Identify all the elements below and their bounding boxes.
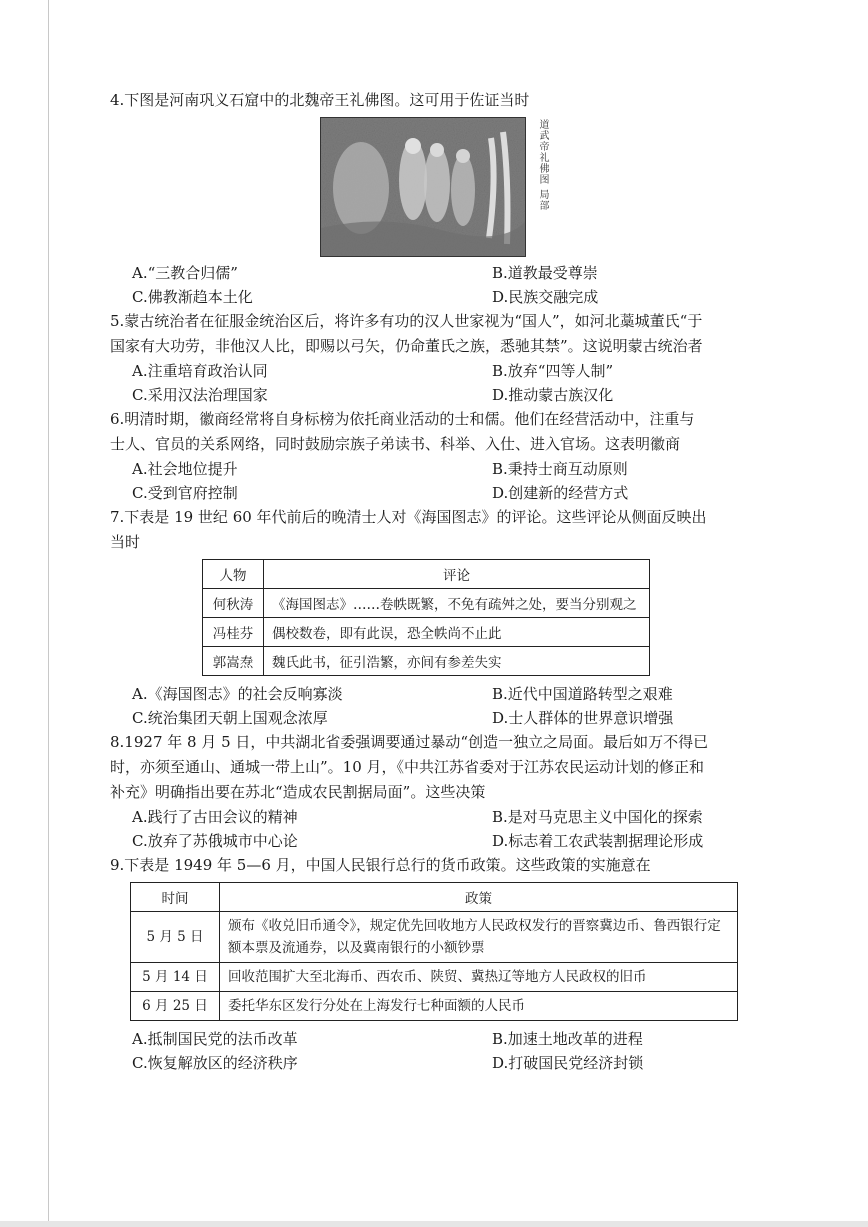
question-5 <box>110 309 770 407</box>
option-a[interactable]: A.注重培育政治认同 <box>132 362 268 380</box>
option-c[interactable]: C.恢复解放区的经济秩序 <box>132 1054 298 1072</box>
question-4-figure <box>320 117 550 255</box>
option-c[interactable]: C.佛教渐趋本土化 <box>132 288 253 306</box>
table-row <box>131 963 738 992</box>
question-6-options <box>110 457 770 505</box>
table-cell-time: 5 月 14 日 <box>131 963 220 992</box>
question-6 <box>110 407 770 505</box>
table-row <box>131 912 738 963</box>
page-bottom-edge <box>0 1221 868 1227</box>
question-8-line-2: 时，亦须至通山、通城一带上山”。10 月，《中共江苏省委对于江苏农民运动计划的修正和 <box>110 758 705 776</box>
question-8 <box>110 730 770 853</box>
question-4-options <box>110 261 770 309</box>
option-a[interactable]: A.《海国图志》的社会反响寡淡 <box>132 685 343 703</box>
table-cell-time: 5 月 5 日 <box>131 912 220 963</box>
option-d[interactable]: D.打破国民党经济封锁 <box>492 1054 644 1072</box>
table-header-time: 时间 <box>131 883 220 912</box>
table-header-comment: 评论 <box>264 560 650 589</box>
table-cell-comment: 偶校数卷，即有此误，恐全帙尚不止此 <box>264 618 650 647</box>
option-a[interactable]: A.践行了古田会议的精神 <box>132 808 298 826</box>
option-d[interactable]: D.士人群体的世界意识增强 <box>492 709 674 727</box>
exam-page <box>110 88 770 1075</box>
question-7-line-2: 当时 <box>110 533 141 551</box>
option-c[interactable]: C.采用汉法治理国家 <box>132 386 268 404</box>
table-header-row <box>131 883 738 912</box>
buddhist-relief-image <box>320 117 526 257</box>
question-7-options <box>110 682 770 730</box>
table-cell-person: 冯桂芬 <box>203 618 264 647</box>
question-6-line-1: 6.明清时期，徽商经常将自身标榜为依托商业活动的士和儒。他们在经营活动中，注重与 <box>110 410 695 428</box>
table-cell-policy: 颁布《收兑旧币通令》，规定优先回收地方人民政权发行的晋察冀边币、鲁西银行定额本票及流通券，以及冀南银行的小额钞票 <box>220 912 738 963</box>
question-7 <box>110 505 770 730</box>
table-header-policy: 政策 <box>220 883 738 912</box>
question-8-line-1: 8.1927 年 8 月 5 日，中共湖北省委强调要通过暴动“创造一独立之局面。最后如万不得已 <box>110 733 709 751</box>
table-header-person: 人物 <box>203 560 264 589</box>
option-c[interactable]: C.放弃了苏俄城市中心论 <box>132 832 298 850</box>
table-cell-time: 6 月 25 日 <box>131 992 220 1021</box>
figure-caption-vertical: 道武帝礼佛图 局部 <box>537 119 548 212</box>
table-header-row <box>203 560 650 589</box>
question-4 <box>110 88 770 309</box>
question-9-options <box>110 1027 770 1075</box>
option-c[interactable]: C.受到官府控制 <box>132 484 238 502</box>
option-b[interactable]: B.放弃“四等人制” <box>492 362 614 380</box>
question-9 <box>110 853 770 1075</box>
table-row <box>203 647 650 676</box>
table-row <box>131 992 738 1021</box>
question-5-line-1: 5.蒙古统治者在征服金统治区后，将许多有功的汉人世家视为“国人”，如河北藁城董氏“于 <box>110 312 703 330</box>
option-b[interactable]: B.近代中国道路转型之艰难 <box>492 685 673 703</box>
question-4-stem: 4.下图是河南巩义石窟中的北魏帝王礼佛图。这可用于佐证当时 <box>110 91 530 109</box>
option-b[interactable]: B.秉持士商互动原则 <box>492 460 628 478</box>
question-9-line-1: 9.下表是 1949 年 5—6 月，中国人民银行总行的货币政策。这些政策的实施意在 <box>110 856 651 874</box>
option-a[interactable]: A.“三教合归儒” <box>132 264 238 282</box>
question-8-options <box>110 805 770 853</box>
table-cell-comment: 《海国图志》……卷帙既繁，不免有疏舛之处，要当分别观之 <box>264 589 650 618</box>
option-b[interactable]: B.是对马克思主义中国化的探索 <box>492 808 703 826</box>
table-cell-comment: 魏氏此书，征引浩繁，亦间有参差失实 <box>264 647 650 676</box>
option-b[interactable]: B.加速土地改革的进程 <box>492 1030 643 1048</box>
option-a[interactable]: A.社会地位提升 <box>132 460 238 478</box>
option-a[interactable]: A.抵制国民党的法币改革 <box>132 1030 298 1048</box>
option-c[interactable]: C.统治集团天朝上国观念浓厚 <box>132 709 328 727</box>
option-d[interactable]: D.推动蒙古族汉化 <box>492 386 614 404</box>
option-d[interactable]: D.标志着工农武装割据理论形成 <box>492 832 704 850</box>
question-7-line-1: 7.下表是 19 世纪 60 年代前后的晚清士人对《海国图志》的评论。这些评论从侧面反映出 <box>110 508 707 526</box>
question-9-table <box>130 882 738 1021</box>
table-row <box>203 618 650 647</box>
option-b[interactable]: B.道教最受尊崇 <box>492 264 598 282</box>
table-cell-person: 郭嵩焘 <box>203 647 264 676</box>
question-6-line-2: 士人、官员的关系网络，同时鼓励宗族子弟读书、科举、入仕、进入官场。这表明徽商 <box>110 435 681 453</box>
question-7-table <box>202 559 650 676</box>
question-5-line-2: 国家有大功劳，非他汉人比，即赐以弓矢，仍命董氏之族，悉驰其禁”。这说明蒙古统治者 <box>110 337 703 355</box>
table-cell-policy: 委托华东区发行分处在上海发行七种面额的人民币 <box>220 992 738 1021</box>
binding-margin-line <box>48 0 49 1227</box>
table-cell-person: 何秋涛 <box>203 589 264 618</box>
question-8-line-3: 补充》明确指出要在苏北“造成农民割据局面”。这些决策 <box>110 783 486 801</box>
question-5-options <box>110 359 770 407</box>
table-cell-policy: 回收范围扩大至北海币、西农币、陕贸、冀热辽等地方人民政权的旧币 <box>220 963 738 992</box>
table-row <box>203 589 650 618</box>
option-d[interactable]: D.创建新的经营方式 <box>492 484 629 502</box>
option-d[interactable]: D.民族交融完成 <box>492 288 599 306</box>
